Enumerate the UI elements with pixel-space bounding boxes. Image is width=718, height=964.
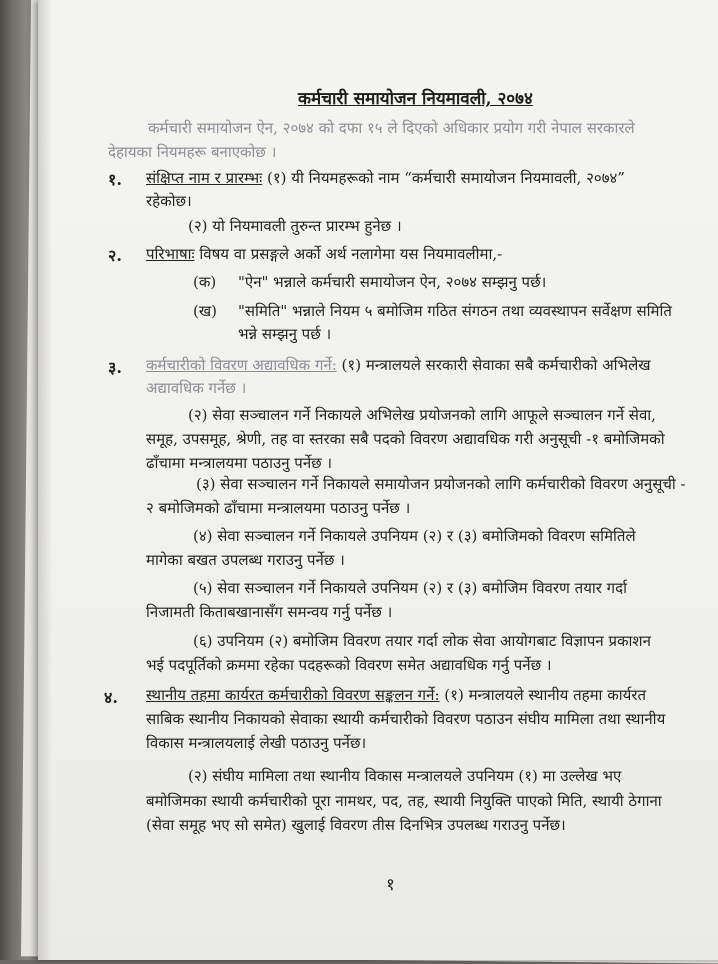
section-2-intro: विषय वा प्रसङ्गले अर्को अर्थ नलागेमा यस नियमावलीमा,-: [199, 245, 503, 263]
document-title: कर्मचारी समायोजन नियमावली, २०७४: [298, 89, 533, 109]
section-4-line-3: विकास मन्त्रालयलाई लेखी पठाउनु पर्नेछ।: [146, 734, 367, 752]
section-4-line-1: [146, 684, 646, 706]
preamble-line-2: देहायका नियमहरू बनाएकोछ ।: [108, 143, 277, 161]
section-1-line-1: [146, 167, 625, 189]
section-4-line-2: साबिक स्थानीय निकायको सेवाका स्थायी कर्मचारीको विवरण पठाउन संघीय मामिला तथा स्थानीय: [146, 710, 666, 728]
section-3-line-1: [146, 354, 651, 376]
section-4-number: ४.: [104, 688, 118, 707]
clause-kha-line-1: "समिति" भन्नाले नियम ५ बमोजिम गठित संगठन तथा व्यवस्थापन सर्वेक्षण समिति: [238, 302, 672, 320]
section-3-p4-line-1: (४) सेवा सञ्चालन गर्ने निकायले उपनियम (२) र (३) बमोजिमको विवरण समितिले: [193, 527, 636, 545]
section-4-p2-line-3: (सेवा समूह भए सो समेत) खुलाई विवरण तीस दिनभित्र उपलब्ध गराउनु पर्नेछ।: [146, 816, 566, 834]
clause-kha-label: (ख): [193, 302, 217, 320]
section-3-text: (१) मन्त्रालयले सरकारी सेवाका सबै कर्मचारीको अभिलेख: [341, 356, 651, 374]
section-2-number: २.: [108, 246, 122, 265]
section-1-subrule-2: (२) यो नियमावली तुरुन्त प्रारम्भ हुनेछ ।: [188, 217, 402, 235]
section-3-number: ३.: [108, 358, 122, 377]
clause-kha-line-2: भन्ने सम्झनु पर्छ ।: [238, 325, 332, 343]
section-3-p6-line-1: (६) उपनियम (२) बमोजिम विवरण तयार गर्दा लोक सेवा आयोगबाट विज्ञापन प्रकाशन: [193, 632, 651, 650]
section-3-p3-line-2: २ बमोजिमको ढाँचामा मन्त्रालयमा पठाउनु पर्नेछ ।: [146, 499, 411, 517]
section-1-heading: संक्षिप्त नाम र प्रारम्भः: [146, 169, 263, 187]
section-3-p2-line-3: ढाँचामा मन्त्रालयमा पठाउनु पर्नेछ ।: [146, 454, 333, 472]
page-number: १: [386, 875, 395, 895]
section-2-heading: परिभाषाः: [146, 245, 195, 263]
section-4-heading: स्थानीय तहमा कार्यरत कर्मचारीको विवरण सङ्कलन गर्ने:: [146, 686, 440, 704]
section-3-heading: कर्मचारीको विवरण अद्यावधिक गर्ने:: [146, 356, 337, 374]
section-3-p5-line-2: निजामती किताबखानासँग समन्वय गर्नु पर्नेछ ।: [146, 603, 393, 621]
section-1-number: १.: [108, 170, 122, 189]
section-3-p2-line-2: समूह, उपसमूह, श्रेणी, तह वा स्तरका सबै पदको विवरण अद्यावधिक गरी अनुसूची -१ बमोजिमको: [146, 430, 665, 448]
preamble-line-1: कर्मचारी समायोजन ऐन, २०७४ को दफा १५ ले दिएको अधिकार प्रयोग गरी नेपाल सरकारले: [148, 119, 635, 137]
section-3-p5-line-1: (५) सेवा सञ्चालन गर्ने निकायले उपनियम (२) र (३) बमोजिम विवरण तयार गर्दा: [193, 579, 627, 597]
section-4-text: (१) मन्त्रालयले स्थानीय तहमा कार्यरत: [444, 686, 646, 704]
section-3-p6-line-2: भई पदपूर्तिको क्रममा रहेका पदहरूको विवरण समेत अद्यावधिक गर्नु पर्नेछ ।: [146, 656, 552, 674]
section-4-p2-line-1: (२) संघीय मामिला तथा स्थानीय विकास मन्त्रालयले उपनियम (१) मा उल्लेख भए: [188, 767, 622, 785]
section-3-line-2: अद्यावधिक गर्नेछ ।: [146, 379, 247, 397]
section-3-p4-line-2: मागेका बखत उपलब्ध गराउनु पर्नेछ ।: [146, 551, 345, 569]
section-3-p3-line-1: (३) सेवा सञ्चालन गर्ने निकायले समायोजन प्रयोजनको लागि कर्मचारीको विवरण अनुसूची -: [196, 475, 686, 493]
section-1-text: (१) यी नियमहरूको नाम “कर्मचारी समायोजन नियमावली, २०७४”: [266, 169, 625, 187]
section-1-line-2: रहेकोछ।: [146, 192, 192, 210]
clause-ka-label: (क): [193, 273, 217, 291]
section-2-line-1: [146, 243, 502, 265]
document-page: [38, 0, 718, 960]
clause-ka-text: "ऐन" भन्नाले कर्मचारी समायोजन ऐन, २०७४ सम्झनु पर्छ।: [238, 273, 547, 291]
section-3-p2-line-1: (२) सेवा सञ्चालन गर्ने निकायले अभिलेख प्रयोजनको लागि आफूले सञ्चालन गर्ने सेवा,: [188, 406, 656, 424]
page-fold-shadow: [38, 0, 52, 960]
section-4-p2-line-2: बमोजिमका स्थायी कर्मचारीको पूरा नामथर, पद, तह, स्थायी नियुक्ति पाएको मिति, स्थायी ठेगाना: [146, 792, 662, 810]
